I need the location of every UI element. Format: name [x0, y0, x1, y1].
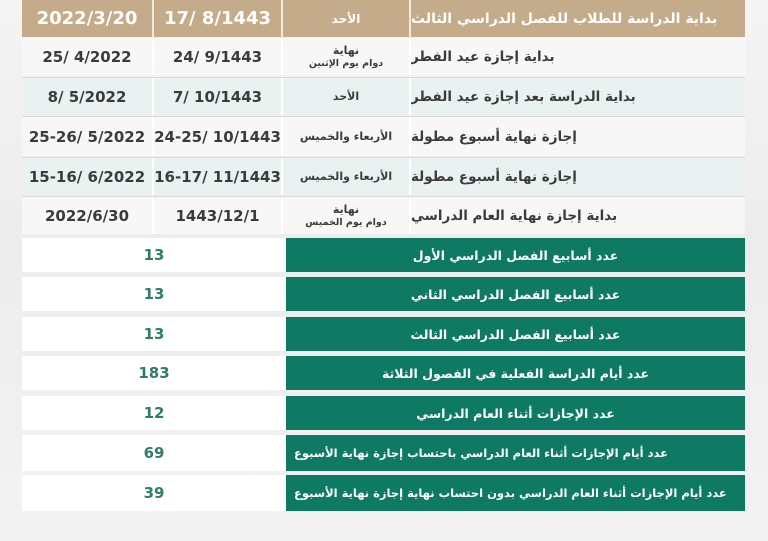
- stat-label: عدد أيام الدراسة الفعلية في الفصول الثلاثة: [286, 356, 745, 390]
- stat-label: عدد أسابيع الفصل الدراسي الأول: [286, 238, 745, 272]
- stat-label: عدد أيام الإجازات أثناء العام الدراسي بدون احتساب نهاية إجازة نهاية الأسبوع: [286, 475, 745, 511]
- day-text: الأحد: [332, 90, 360, 103]
- day-cell: [283, 38, 411, 75]
- event-name: إجازة نهاية أسبوع مطولة: [411, 158, 745, 195]
- schedule-row: [22, 158, 745, 195]
- gregorian-date: 15-16/ 6/2022: [22, 158, 154, 195]
- stat-value: 13: [22, 277, 286, 311]
- schedule-row: [22, 78, 745, 115]
- stat-row: [22, 435, 745, 471]
- gregorian-date: 25/ 4/2022: [22, 38, 154, 75]
- day-text: الأربعاء والخميس: [299, 130, 393, 143]
- event-name: بداية إجازة عيد الفطر: [411, 38, 745, 75]
- day-text: نهاية: [332, 202, 360, 216]
- stat-value: 39: [22, 475, 286, 511]
- stat-row: [22, 317, 745, 351]
- stat-value: 69: [22, 435, 286, 471]
- schedule-row: [22, 197, 745, 234]
- stat-row: [22, 356, 745, 390]
- day-text: نهاية: [332, 43, 360, 57]
- header-event: بداية الدراسة للطلاب للفصل الدراسي الثالث: [411, 0, 745, 37]
- stat-value: 13: [22, 238, 286, 272]
- stat-value: 13: [22, 317, 286, 351]
- schedule-row: [22, 38, 745, 75]
- day-subtext: دوام يوم الإثنين: [308, 57, 384, 69]
- hijri-date: 7/ 10/1443: [154, 78, 283, 115]
- day-cell: [283, 78, 411, 115]
- stat-label: عدد أسابيع الفصل الدراسي الثالث: [286, 317, 745, 351]
- stat-row: [22, 396, 745, 430]
- stat-value: 12: [22, 396, 286, 430]
- day-cell: [283, 197, 411, 234]
- header-row: [22, 0, 745, 37]
- hijri-date: 16-17/ 11/1443: [154, 158, 283, 195]
- header-hijri-date: 17/ 8/1443: [154, 0, 283, 37]
- event-name: بداية الدراسة بعد إجازة عيد الفطر: [411, 78, 745, 115]
- hijri-date: 24/ 9/1443: [154, 38, 283, 75]
- header-gregorian-date: 2022/3/20: [22, 0, 154, 37]
- day-cell: [283, 117, 411, 156]
- schedule-row: [22, 117, 745, 156]
- stat-value: 183: [22, 356, 286, 390]
- hijri-date: 1443/12/1: [154, 197, 283, 234]
- event-name: إجازة نهاية أسبوع مطولة: [411, 117, 745, 156]
- stat-row: [22, 475, 745, 511]
- stat-row: [22, 277, 745, 311]
- stat-label: عدد أسابيع الفصل الدراسي الثاني: [286, 277, 745, 311]
- header-day: الأحد: [283, 0, 411, 37]
- event-name: بداية إجازة نهاية العام الدراسي: [411, 197, 745, 234]
- day-text: الأربعاء والخميس: [299, 170, 393, 183]
- stat-label: عدد الإجازات أثناء العام الدراسي: [286, 396, 745, 430]
- day-cell: [283, 158, 411, 195]
- stat-label: عدد أيام الإجازات أثناء العام الدراسي باحتساب إجازة نهاية الأسبوع: [286, 435, 745, 471]
- gregorian-date: 25-26/ 5/2022: [22, 117, 154, 156]
- day-subtext: دوام يوم الخميس: [305, 216, 387, 228]
- hijri-date: 24-25/ 10/1443: [154, 117, 283, 156]
- gregorian-date: 2022/6/30: [22, 197, 154, 234]
- stat-row: [22, 238, 745, 272]
- gregorian-date: 8/ 5/2022: [22, 78, 154, 115]
